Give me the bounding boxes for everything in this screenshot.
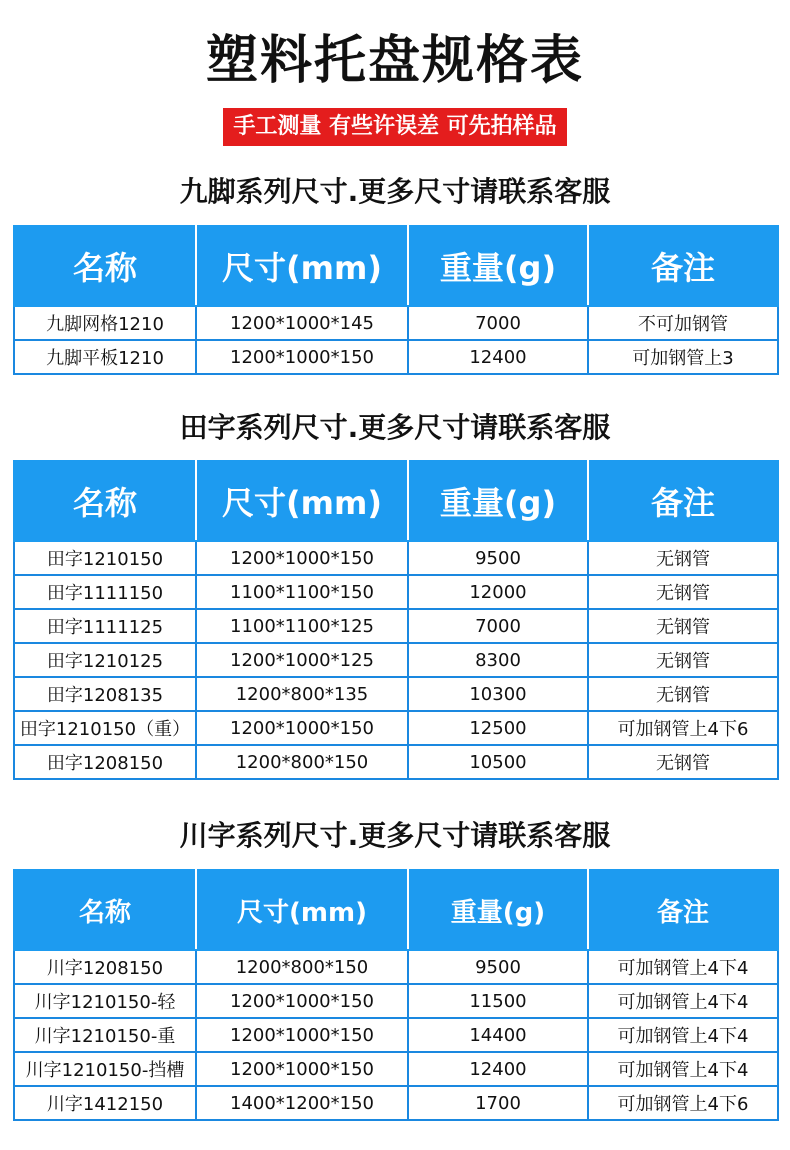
cell-weight: 9500 — [408, 541, 588, 575]
disclaimer-banner: 手工测量 有些许误差 可先拍样品 — [223, 108, 566, 146]
cell-note: 无钢管 — [588, 643, 778, 677]
cell-size: 1100*1100*150 — [196, 575, 408, 609]
header-size: 尺寸(mm) — [196, 870, 408, 950]
cell-weight: 10500 — [408, 745, 588, 779]
cell-size: 1200*1000*150 — [196, 541, 408, 575]
table-header-row — [14, 870, 778, 950]
banner-wrap — [0, 108, 790, 146]
cell-name: 田字1208150 — [14, 745, 196, 779]
cell-size: 1200*1000*125 — [196, 643, 408, 677]
cell-weight: 14400 — [408, 1018, 588, 1052]
cell-name: 川字1412150 — [14, 1086, 196, 1120]
cell-note: 可加钢管上4下4 — [588, 1018, 778, 1052]
cell-size: 1100*1100*125 — [196, 609, 408, 643]
cell-name: 川字1210150-重 — [14, 1018, 196, 1052]
table-row — [14, 745, 778, 779]
cell-note: 无钢管 — [588, 609, 778, 643]
cell-weight: 9500 — [408, 950, 588, 984]
table-row — [14, 643, 778, 677]
section-title-nine-leg: 九脚系列尺寸.更多尺寸请联系客服 — [179, 175, 611, 208]
cell-name: 九脚平板1210 — [14, 340, 196, 374]
cell-size: 1200*800*150 — [196, 950, 408, 984]
header-name: 名称 — [14, 226, 196, 306]
cell-note: 可加钢管上4下6 — [588, 1086, 778, 1120]
cell-note: 无钢管 — [588, 745, 778, 779]
cell-weight: 1700 — [408, 1086, 588, 1120]
cell-size: 1200*800*135 — [196, 677, 408, 711]
table-row — [14, 1018, 778, 1052]
cell-name: 九脚网格1210 — [14, 306, 196, 340]
cell-note: 可加钢管上4下4 — [588, 984, 778, 1018]
cell-weight: 7000 — [408, 306, 588, 340]
table-header-row — [14, 461, 778, 541]
header-size: 尺寸(mm) — [196, 226, 408, 306]
header-note: 备注 — [588, 461, 778, 541]
cell-name: 田字1210125 — [14, 643, 196, 677]
cell-note: 无钢管 — [588, 677, 778, 711]
table-row — [14, 950, 778, 984]
table-row — [14, 984, 778, 1018]
header-weight: 重量(g) — [408, 226, 588, 306]
cell-name: 田字1210150 — [14, 541, 196, 575]
cell-name: 田字1208135 — [14, 677, 196, 711]
cell-size: 1400*1200*150 — [196, 1086, 408, 1120]
cell-note: 无钢管 — [588, 575, 778, 609]
table-row — [14, 677, 778, 711]
header-weight: 重量(g) — [408, 870, 588, 950]
cell-size: 1200*800*150 — [196, 745, 408, 779]
cell-weight: 8300 — [408, 643, 588, 677]
cell-note: 可加钢管上3 — [588, 340, 778, 374]
cell-size: 1200*1000*145 — [196, 306, 408, 340]
cell-weight: 12400 — [408, 1052, 588, 1086]
cell-size: 1200*1000*150 — [196, 711, 408, 745]
cell-name: 田字1111125 — [14, 609, 196, 643]
header-weight: 重量(g) — [408, 461, 588, 541]
header-size: 尺寸(mm) — [196, 461, 408, 541]
cell-weight: 12000 — [408, 575, 588, 609]
cell-weight: 7000 — [408, 609, 588, 643]
header-name: 名称 — [14, 461, 196, 541]
table-row — [14, 541, 778, 575]
cell-weight: 10300 — [408, 677, 588, 711]
page-title: 塑料托盘规格表 — [205, 31, 584, 91]
section-title-tian: 田字系列尺寸.更多尺寸请联系客服 — [179, 411, 611, 444]
table-row — [14, 575, 778, 609]
cell-weight: 12400 — [408, 340, 588, 374]
section-title-chuan: 川字系列尺寸.更多尺寸请联系客服 — [179, 819, 611, 852]
table-row — [14, 1052, 778, 1086]
header-note: 备注 — [588, 226, 778, 306]
table-row — [14, 609, 778, 643]
table-row — [14, 306, 778, 340]
cell-size: 1200*1000*150 — [196, 984, 408, 1018]
cell-name: 川字1210150-轻 — [14, 984, 196, 1018]
cell-note: 可加钢管上4下4 — [588, 1052, 778, 1086]
table-row — [14, 711, 778, 745]
cell-note: 可加钢管上4下4 — [588, 950, 778, 984]
cell-name: 田字1210150（重） — [14, 711, 196, 745]
spec-table-tian — [13, 460, 779, 780]
cell-weight: 11500 — [408, 984, 588, 1018]
table-row — [14, 1086, 778, 1120]
table-header-row — [14, 226, 778, 306]
header-name: 名称 — [14, 870, 196, 950]
cell-note: 无钢管 — [588, 541, 778, 575]
header-note: 备注 — [588, 870, 778, 950]
spec-table-chuan — [13, 869, 779, 1121]
cell-size: 1200*1000*150 — [196, 1052, 408, 1086]
cell-name: 川字1210150-挡槽 — [14, 1052, 196, 1086]
cell-name: 田字1111150 — [14, 575, 196, 609]
cell-weight: 12500 — [408, 711, 588, 745]
spec-table-nine-leg — [13, 225, 779, 375]
cell-note: 不可加钢管 — [588, 306, 778, 340]
table-row — [14, 340, 778, 374]
cell-size: 1200*1000*150 — [196, 340, 408, 374]
cell-size: 1200*1000*150 — [196, 1018, 408, 1052]
cell-name: 川字1208150 — [14, 950, 196, 984]
cell-note: 可加钢管上4下6 — [588, 711, 778, 745]
